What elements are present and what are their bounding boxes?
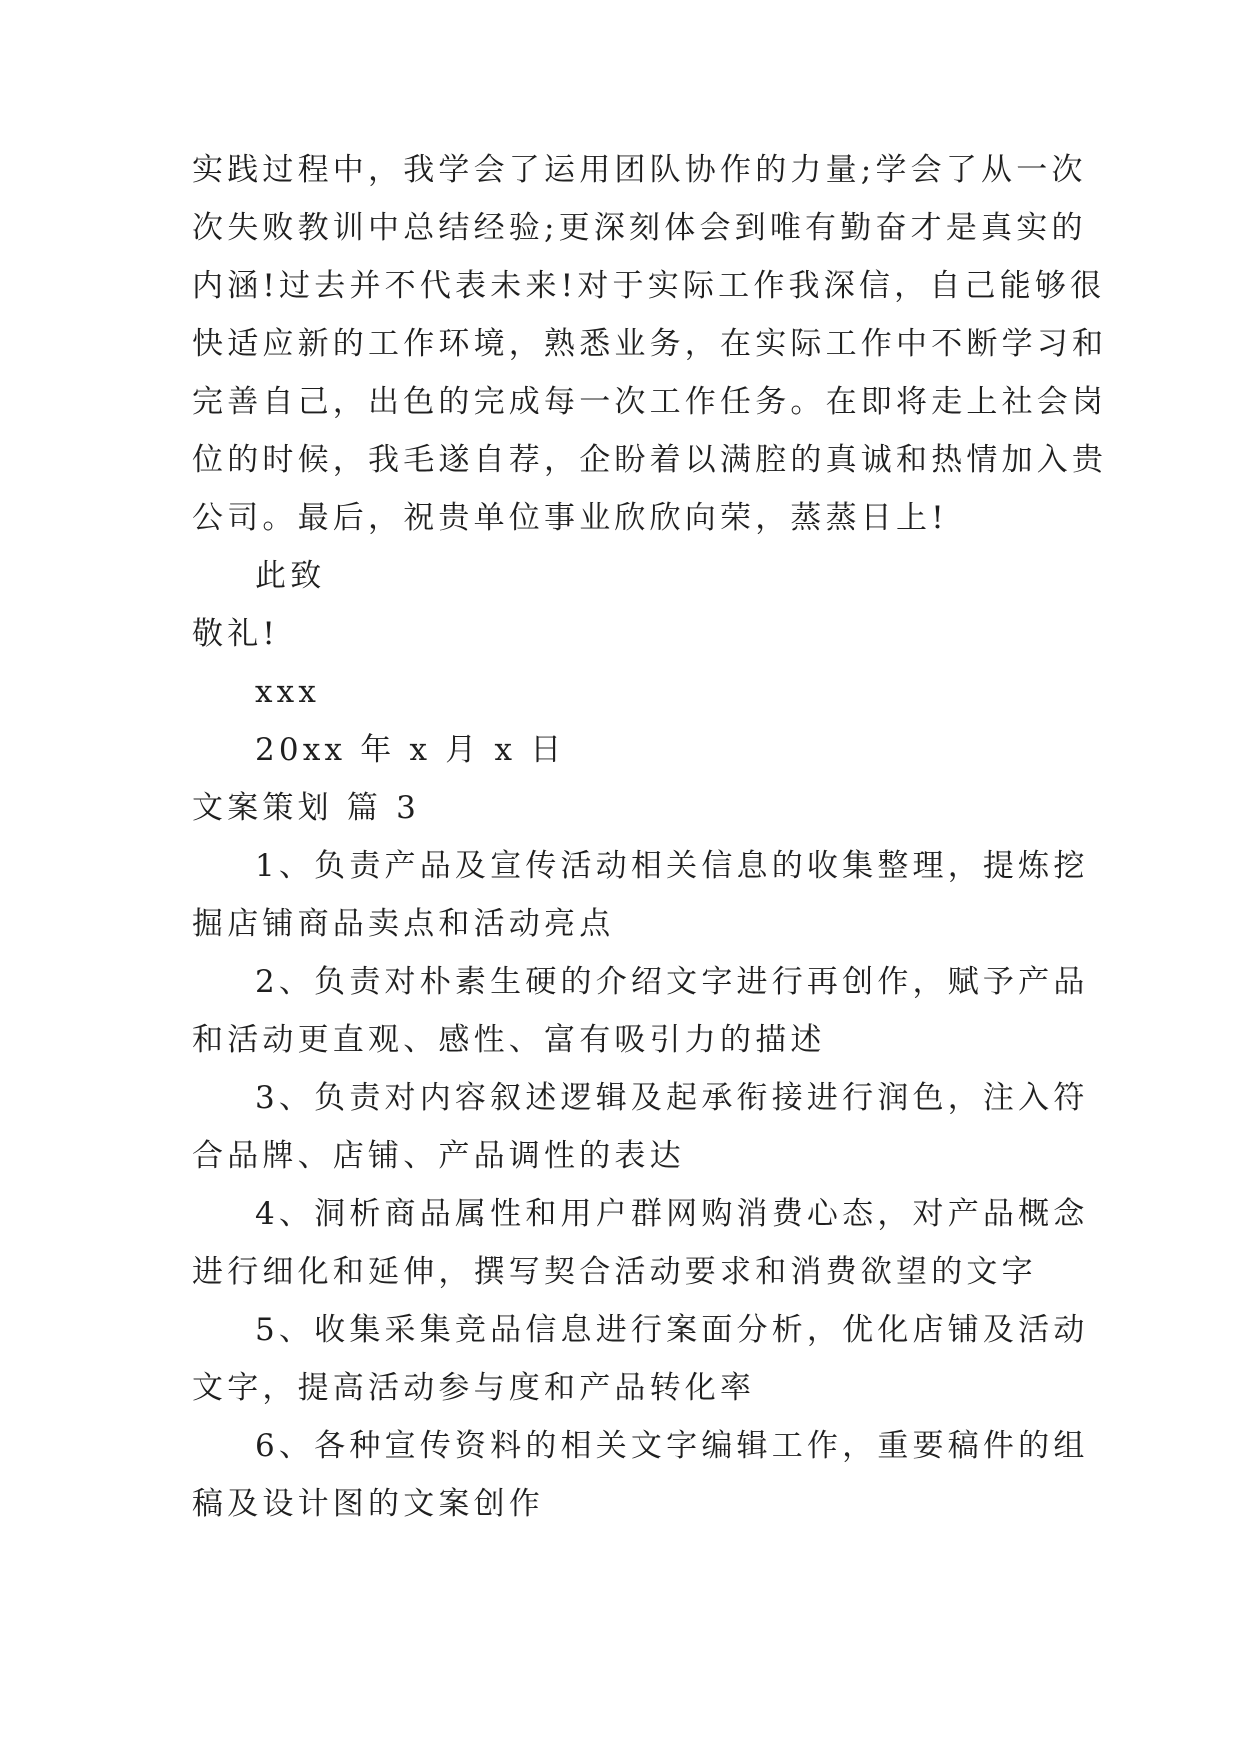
- paragraph-line: 实践过程中，我学会了运用团队协作的力量;学会了从一次: [192, 152, 1087, 188]
- list-item-1-line-2: 掘店铺商品卖点和活动亮点: [192, 906, 615, 942]
- closing-salutation: 此致: [255, 558, 326, 594]
- closing-regards: 敬礼!: [192, 616, 280, 652]
- list-item-6-line-2: 稿及设计图的文案创作: [192, 1486, 544, 1522]
- list-item-4-line-2: 进行细化和延伸，撰写契合活动要求和消费欲望的文字: [192, 1254, 1037, 1290]
- list-item-4-line-1: 4、洞析商品属性和用户群网购消费心态，对产品概念: [255, 1196, 1089, 1232]
- list-item-3-line-1: 3、负责对内容叙述逻辑及起承衔接进行润色，注入符: [255, 1080, 1089, 1116]
- list-item-1-line-1: 1、负责产品及宣传活动相关信息的收集整理，提炼挖: [255, 848, 1089, 884]
- paragraph-line: 快适应新的工作环境，熟悉业务，在实际工作中不断学习和: [192, 326, 1108, 362]
- paragraph-line: 公司。最后，祝贵单位事业欣欣向荣，蒸蒸日上!: [192, 500, 948, 536]
- paragraph-line: 完善自己，出色的完成每一次工作任务。在即将走上社会岗: [192, 384, 1108, 420]
- signature-name: xxx: [255, 674, 321, 710]
- list-item-3-line-2: 合品牌、店铺、产品调性的表达: [192, 1138, 685, 1174]
- paragraph-line: 次失败教训中总结经验;更深刻体会到唯有勤奋才是真实的: [192, 210, 1087, 246]
- list-item-6-line-1: 6、各种宣传资料的相关文字编辑工作，重要稿件的组: [255, 1428, 1089, 1464]
- paragraph-line: 内涵!过去并不代表未来!对于实际工作我深信，自己能够很: [192, 268, 1106, 304]
- signature-date: 20xx 年 x 月 x 日: [255, 732, 566, 768]
- list-item-2-line-1: 2、负责对朴素生硬的介绍文字进行再创作，赋予产品: [255, 964, 1089, 1000]
- section-heading: 文案策划 篇 3: [192, 790, 421, 826]
- paragraph-line: 位的时候，我毛遂自荐，企盼着以满腔的真诚和热情加入贵: [192, 442, 1108, 478]
- list-item-2-line-2: 和活动更直观、感性、富有吸引力的描述: [192, 1022, 826, 1058]
- list-item-5-line-2: 文字，提高活动参与度和产品转化率: [192, 1370, 756, 1406]
- list-item-5-line-1: 5、收集采集竞品信息进行案面分析，优化店铺及活动: [255, 1312, 1089, 1348]
